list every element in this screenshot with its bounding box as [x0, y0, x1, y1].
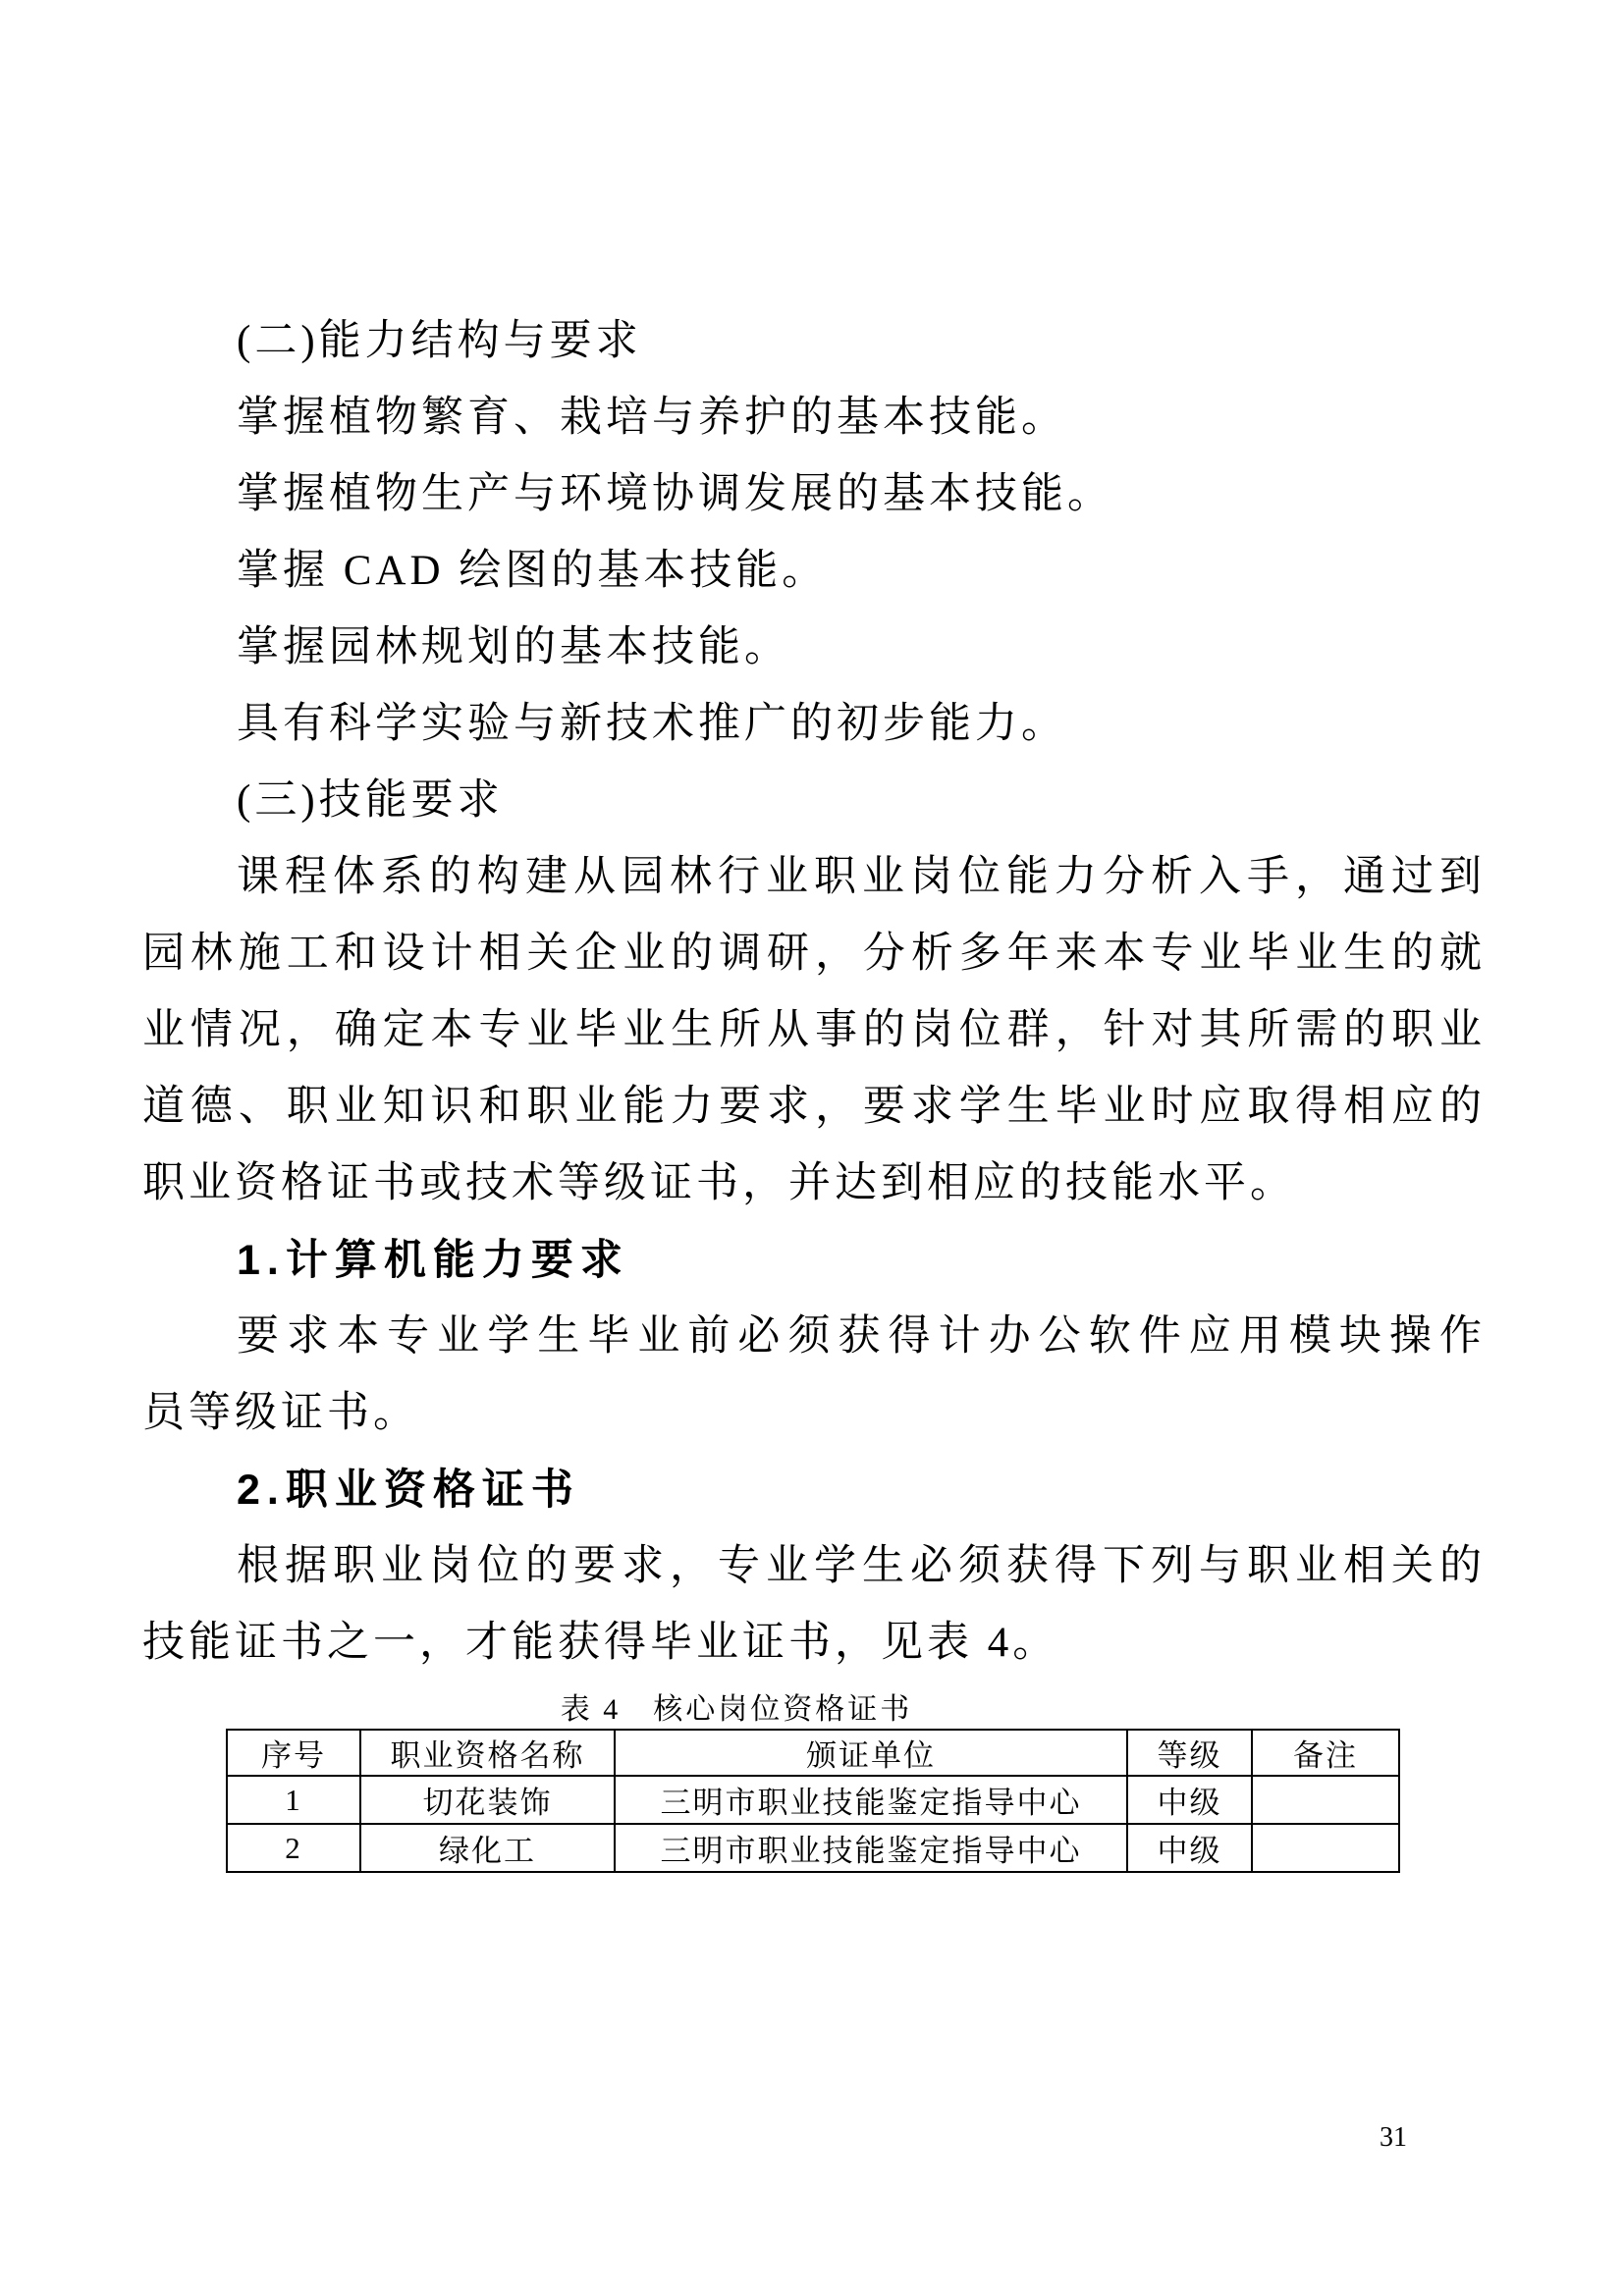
text-line: 掌握植物生产与环境协调发展的基本技能。	[237, 471, 1113, 517]
text-line: 职业资格证书或技术等级证书，并达到相应的技能水平。	[142, 1160, 1296, 1206]
subsection-heading-vocational-certificates: 2.职业资格证书	[237, 1467, 580, 1514]
cell-level: 中级	[1127, 1776, 1252, 1824]
page-number: 31	[1380, 2122, 1407, 2153]
text-line: 具有科学实验与新技术推广的初步能力。	[237, 701, 1067, 747]
cell-certificate-name: 绿化工	[360, 1824, 615, 1872]
text-line: 根据职业岗位的要求，专业学生必须获得下列与职业相关的	[237, 1543, 1486, 1589]
text-line: 掌握园林规划的基本技能。	[237, 624, 790, 670]
cell-issuing-unit: 三明市职业技能鉴定指导中心	[615, 1824, 1127, 1872]
cell-level: 中级	[1127, 1824, 1252, 1872]
text-line: 技能证书之一，才能获得毕业证书，见表 4。	[142, 1620, 1059, 1666]
text-line: 掌握 CAD 绘图的基本技能。	[237, 548, 829, 594]
header-cell-remarks: 备注	[1252, 1730, 1399, 1776]
cell-index: 2	[227, 1824, 360, 1872]
cell-issuing-unit: 三明市职业技能鉴定指导中心	[615, 1776, 1127, 1824]
table-header-row	[227, 1730, 1399, 1776]
table-row	[227, 1824, 1399, 1872]
text-line: 掌握植物繁育、栽培与养护的基本技能。	[237, 395, 1067, 441]
subsection-heading-computer-skills: 1.计算机能力要求	[237, 1237, 629, 1284]
section-heading-2: (二)能力结构与要求	[237, 318, 642, 364]
text-line: 业情况，确定本专业毕业生所从事的岗位群，针对其所需的职业	[142, 1007, 1486, 1053]
header-cell-level: 等级	[1127, 1730, 1252, 1776]
cell-remarks	[1252, 1776, 1399, 1824]
header-cell-certificate-name: 职业资格名称	[360, 1730, 615, 1776]
text-line: 要求本专业学生毕业前必须获得计办公软件应用模块操作	[237, 1313, 1486, 1360]
section-heading-3: (三)技能要求	[237, 777, 504, 824]
table-caption: 表 4 核心岗位资格证书	[560, 1693, 913, 1726]
cell-index: 1	[227, 1776, 360, 1824]
header-cell-index: 序号	[227, 1730, 360, 1776]
text-line: 园林施工和设计相关企业的调研，分析多年来本专业毕业生的就	[142, 931, 1486, 977]
text-line: 员等级证书。	[142, 1390, 419, 1436]
header-cell-issuing-unit: 颁证单位	[615, 1730, 1127, 1776]
certificate-table	[226, 1729, 1400, 1873]
table-row	[227, 1776, 1399, 1824]
text-line: 课程体系的构建从园林行业职业岗位能力分析入手，通过到	[237, 854, 1486, 900]
cell-certificate-name: 切花装饰	[360, 1776, 615, 1824]
cell-remarks	[1252, 1824, 1399, 1872]
text-line: 道德、职业知识和职业能力要求，要求学生毕业时应取得相应的	[142, 1084, 1486, 1130]
body-text	[142, 303, 1486, 1682]
